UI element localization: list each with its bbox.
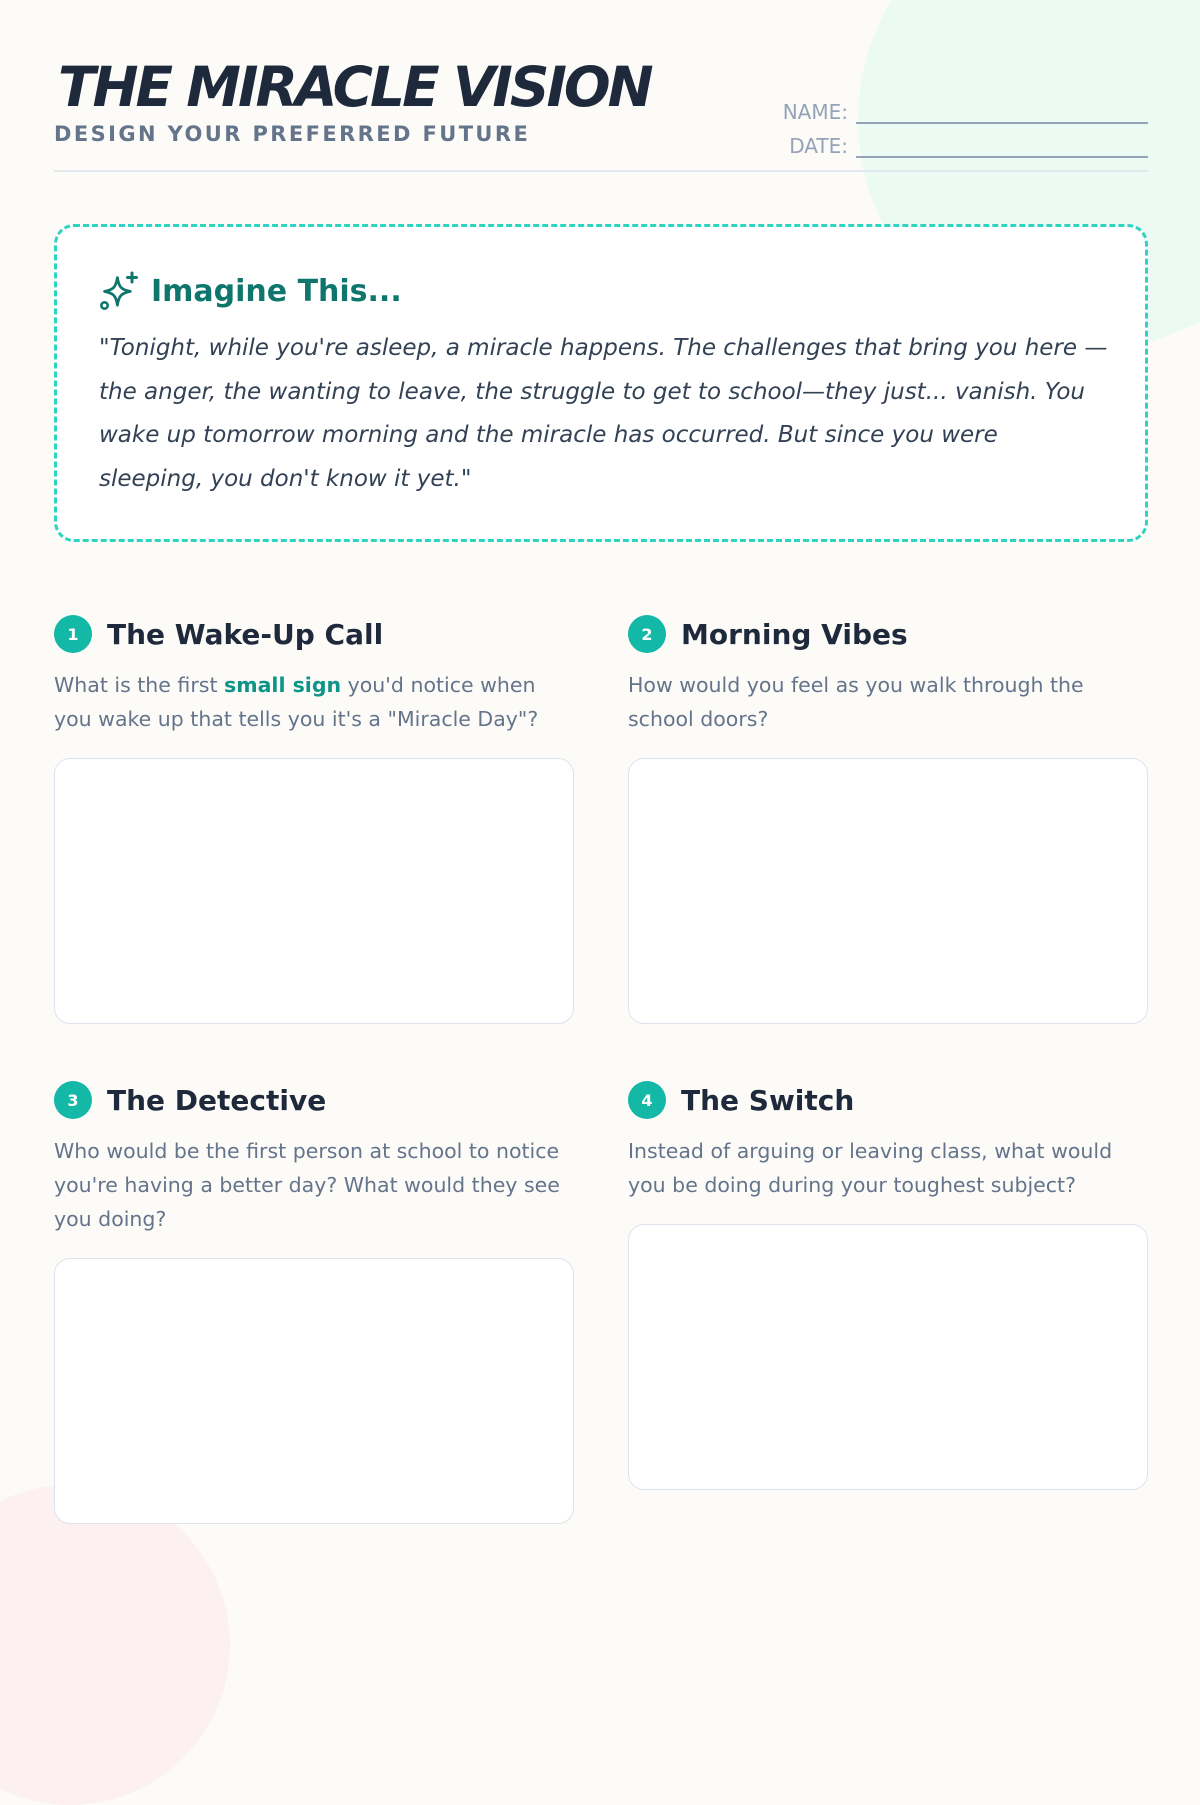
question-1-number-badge: 1 — [54, 615, 92, 653]
question-1-prompt — [54, 668, 574, 736]
question-1 — [54, 612, 574, 736]
answer-box-1[interactable] — [54, 758, 574, 1024]
name-label: NAME: — [782, 100, 848, 124]
question-3 — [54, 1078, 574, 1236]
question-1-prompt-start: What is the first — [54, 673, 225, 697]
answer-box-2[interactable] — [628, 758, 1148, 1024]
question-1-title: The Wake-Up Call — [107, 617, 384, 651]
page-title: THE MIRACLE VISION — [58, 55, 651, 119]
imagine-card — [54, 224, 1148, 542]
question-4-heading — [628, 1078, 1148, 1122]
page-subtitle: DESIGN YOUR PREFERRED FUTURE — [54, 122, 531, 146]
question-2 — [628, 612, 1148, 736]
header — [54, 0, 1148, 172]
question-2-prompt: How would you feel as you walk through the school doors? — [628, 673, 1084, 731]
question-2-title: Morning Vibes — [681, 617, 908, 651]
question-3-heading — [54, 1078, 574, 1122]
question-4-number-badge: 4 — [628, 1081, 666, 1119]
imagine-heading — [99, 271, 402, 311]
question-1-heading — [54, 612, 574, 656]
name-field-row — [768, 90, 1148, 124]
worksheet-page — [54, 0, 1148, 1600]
date-label: DATE: — [789, 134, 848, 158]
answer-box-4[interactable] — [628, 1224, 1148, 1490]
question-4-prompt: Instead of arguing or leaving class, what would you be doing during your toughest subject? — [628, 1139, 1113, 1197]
question-4-title: The Switch — [681, 1083, 855, 1117]
question-2-heading — [628, 612, 1148, 656]
date-field-line[interactable] — [856, 134, 1148, 158]
question-3-number-badge: 3 — [54, 1081, 92, 1119]
question-2-number-badge: 2 — [628, 615, 666, 653]
question-3-prompt: Who would be the first person at school to notice you're having a better day? What would they see you doing? — [54, 1139, 560, 1231]
answer-box-3[interactable] — [54, 1258, 574, 1524]
question-1-prompt-end: you'd notice when you wake up that tells you it's a "Miracle Day"? — [54, 673, 539, 731]
name-field-line[interactable] — [856, 100, 1148, 124]
question-1-highlight: small sign — [224, 673, 342, 697]
question-3-title: The Detective — [107, 1083, 327, 1117]
imagine-title: Imagine This... — [151, 273, 402, 309]
date-field-row — [768, 124, 1148, 158]
name-date-fields — [768, 90, 1148, 158]
imagine-quote: "Tonight, while you're asleep, a miracle happens. The challenges that bring you here —the anger, the wanting to leave, the struggle to get to school—they just... vanish. You wake up tomorrow morning and the miracle has occurred. But since you were sleeping, you don't know it yet." — [99, 335, 1108, 492]
sparkles-icon — [99, 271, 139, 311]
question-4 — [628, 1078, 1148, 1202]
